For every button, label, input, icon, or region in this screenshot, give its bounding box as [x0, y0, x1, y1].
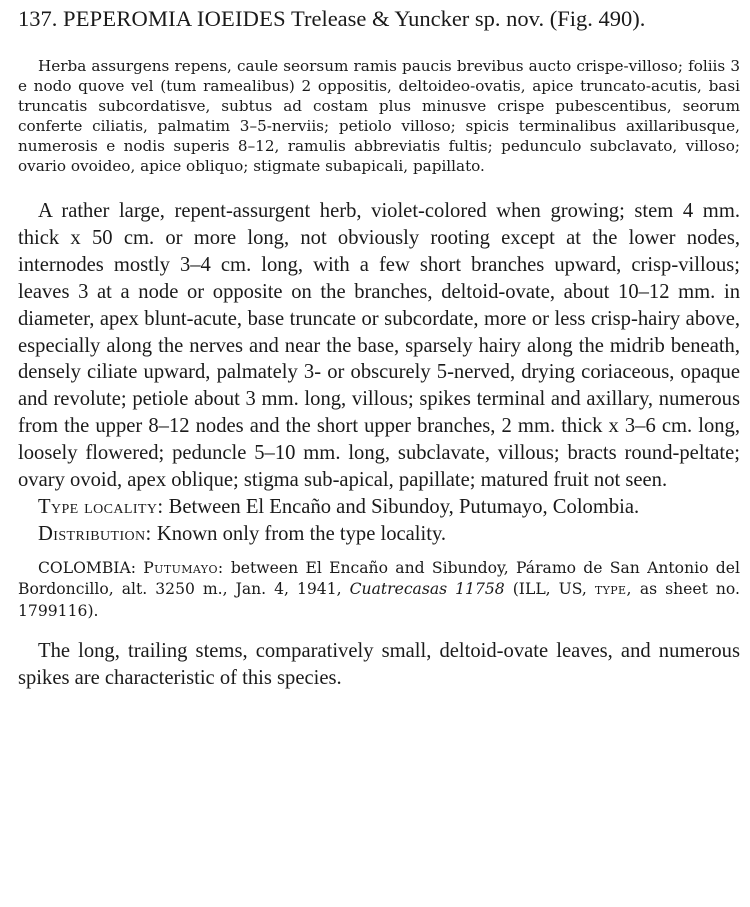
- distribution: [18, 521, 740, 548]
- specimen-sheet: as sheet no. 1799116).: [18, 580, 740, 620]
- type-locality-text: Between El Encaño and Sibundoy, Putumayo, Colombia.: [168, 495, 640, 518]
- specimen-department: Putumayo:: [143, 558, 224, 577]
- latin-diagnosis: Herba assurgens repens, caule seorsum ramis paucis brevibus aucto crispe-villoso; foliis 3 e nodo quove vel (tum ramealibus) 2 oppositis, deltoideo-ovatis, apice truncato-acutis, basi truncatis subcordatisve, subtus ad costam plus minusve crispe pubescentibus, seorum conferte ciliatis, palmatim 3–5-nerviis; petiolo villoso; spicis terminalibus axillaribusque, numerosis e nodis superis 8–12, ramulis abbreviatis fultis; pedunculo subclavato, villoso; ovario ovoideo, apice obliquo; stigmate subapicali, papillato.: [18, 57, 740, 175]
- species-name: PEPEROMIA IOEIDES: [63, 6, 286, 31]
- figure-reference: (Fig. 490).: [549, 6, 646, 31]
- distribution-text: Known only from the type locality.: [156, 522, 447, 545]
- specimen-herbaria: (ILL, US,: [512, 580, 587, 599]
- specimen-country: COLOMBIA:: [38, 558, 136, 577]
- species-number: 137.: [18, 6, 58, 31]
- species-authors: Trelease & Yuncker sp. nov.: [291, 6, 545, 31]
- english-description: A rather large, repent-assurgent herb, violet-colored when growing; stem 4 mm. thick x 50 cm. or more long, not obviously rooting except at the lower nodes, internodes mostly 3–4 cm. long, with a few short branches upward, crisp-villous; leaves 3 at a node or opposite on the branches, deltoid-ovate, about 10–12 mm. in diameter, apex blunt-acute, base truncate or subcordate, more or less crisp-hairy above, especially along the nerves and near the base, sparsely hairy along the midrib beneath, densely ciliate upward, palmately 3- or obscurely 5-nerved, drying coriaceous, opaque and revolute; petiole about 3 mm. long, villous; spikes terminal and axillary, numerous from the upper 8–12 nodes and the short upper branches, 2 mm. thick x 3–6 cm. long, loosely flowered; peduncle 5–10 mm. long, subclavate, villous; bracts round-peltate; ovary ovoid, apex oblique; stigma sub-apical, papillate; matured fruit not seen.: [18, 200, 740, 492]
- species-heading: [18, 4, 740, 34]
- specimen-citation: [18, 558, 740, 623]
- type-locality: [18, 494, 740, 521]
- closing-remark: The long, trailing stems, comparatively small, deltoid-ovate leaves, and numerous spikes are characteristic of this species.: [18, 640, 740, 690]
- type-locality-label: Type locality:: [38, 495, 164, 518]
- specimen-locality: between El Encaño and Sibundoy, Páramo de San Antonio del Bordoncillo, alt. 3250 m., Jan. 4, 1941,: [18, 558, 740, 599]
- specimen-collector: Cuatrecasas 11758: [349, 580, 505, 599]
- specimen-type-mark: type,: [594, 580, 632, 599]
- distribution-label: Distribution:: [38, 522, 152, 545]
